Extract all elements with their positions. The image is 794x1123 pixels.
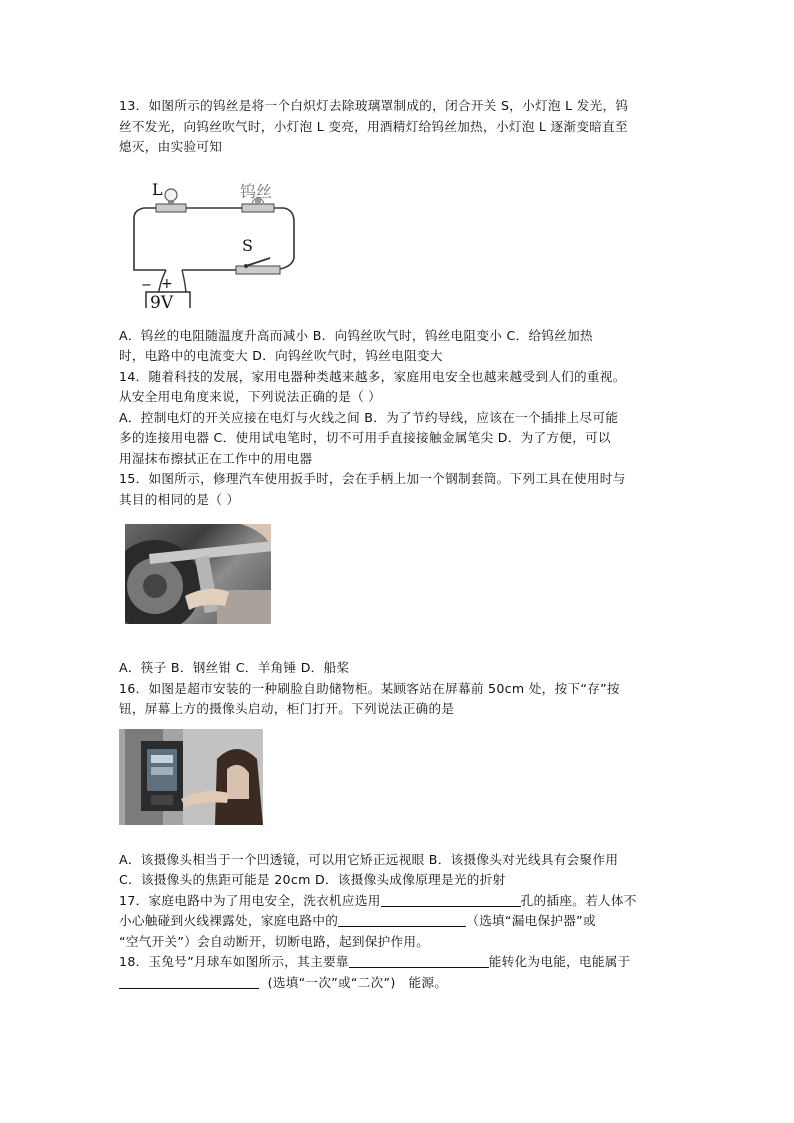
q15-options: A．筷子 B．钢丝钳 C．羊角锤 D．船桨 xyxy=(119,660,350,675)
q16-stem-line: 16．如图是超市安装的一种刷脸自助储物柜。某顾客站在屏幕前 50cm 处，按下“存”按 xyxy=(119,680,620,696)
q17-text: （选填“漏电保护器”或 xyxy=(466,913,596,928)
tungsten-wire-label: 钨丝 xyxy=(240,181,273,201)
answer-blank[interactable] xyxy=(119,975,259,989)
wrench-photo-svg xyxy=(125,524,271,624)
q13-options-line: A．钨丝的电阻随温度升高而减小 B．向钨丝吹气时，钨丝电阻变小 C．给钨丝加热 xyxy=(119,327,593,343)
q18-text: 能转化为电能，电能属于 xyxy=(488,954,631,969)
locker-photo-figure xyxy=(119,720,679,850)
switch-label: S xyxy=(242,235,253,255)
q14-stem-line: 14．随着科技的发展，家用电器种类越来越多，家庭用电安全也越来越受到人们的重视。 xyxy=(119,368,626,384)
q18-text: (选填“一次”或“二次”) 能源。 xyxy=(259,974,448,990)
q14-stem-line: 从安全用电角度来说，下列说法正确的是（ ） xyxy=(119,389,382,404)
q14-options-line: 用湿抹布擦拭正在工作中的用电器 xyxy=(119,450,313,466)
answer-blank[interactable] xyxy=(338,913,466,927)
q15-stem-line: 15．如图所示，修理汽车使用扳手时，会在手柄上加一个钢制套筒。下列工具在使用时与 xyxy=(119,471,626,486)
question-13 xyxy=(119,96,679,367)
question-17 xyxy=(119,891,679,953)
q14-options-line: A．控制电灯的开关应接在电灯与火线之间 B．为了节约导线，应该在一个插排上尽可能 xyxy=(119,409,619,425)
q18-text: 18．玉兔号”月球车如图所示，其主要靠 xyxy=(119,954,349,969)
battery-plus-label: + xyxy=(161,275,173,292)
q13-stem-line: 丝不发光，向钨丝吹气时，小灯泡 L 变亮，用酒精灯给钨丝加热，小灯泡 L 逐渐变暗直至 xyxy=(119,118,628,134)
q16-options-line: A．该摄像头相当于一个凹透镜，可以用它矫正远视眼 B．该摄像头对光线具有会聚作用 xyxy=(119,851,619,867)
q15-stem-line: 其目的相同的是（ ） xyxy=(119,491,240,507)
q17-line xyxy=(119,891,679,912)
battery-minus-label: − xyxy=(141,277,152,293)
q13-stem-line: 熄灭，由实验可知 xyxy=(119,139,223,154)
locker-photo-svg xyxy=(119,729,263,825)
locker-photo xyxy=(119,729,263,825)
lamp-label: L xyxy=(152,179,163,199)
q18-line xyxy=(119,973,679,994)
question-14 xyxy=(119,367,679,470)
q18-line xyxy=(119,952,679,973)
q17-line xyxy=(119,911,679,932)
battery-voltage-label: 9V xyxy=(150,292,174,313)
q17-text: 孔的插座。若人体不 xyxy=(520,892,637,908)
q17-text: 小心触碰到火线裸露处，家庭电路中的 xyxy=(119,913,339,928)
question-15 xyxy=(119,469,679,679)
circuit-diagram xyxy=(119,158,679,326)
switch-icon xyxy=(236,258,280,274)
answer-blank[interactable] xyxy=(381,893,521,907)
q14-options-line: 多的连接用电器 C．使用试电笔时，切不可用手直接接触金属笔尖 D．为了方便，可以 xyxy=(119,430,611,445)
q17-line: “空气开关”）会自动断开，切断电路，起到保护作用。 xyxy=(119,933,430,949)
question-18 xyxy=(119,952,679,993)
q16-options-line: C．该摄像头的焦距可能是 20cm D．该摄像头成像原理是光的折射 xyxy=(119,872,506,887)
wrench-photo-figure xyxy=(119,510,679,658)
question-16 xyxy=(119,679,679,891)
q13-options-line: 时，电路中的电流变大 D．向钨丝吹气时，钨丝电阻变大 xyxy=(119,348,443,363)
wrench-photo xyxy=(125,524,271,624)
worksheet-page xyxy=(119,96,679,993)
q17-text: 17．家庭电路中为了用电安全，洗衣机应选用 xyxy=(119,892,381,908)
q16-stem-line: 钮，屏幕上方的摄像头启动，柜门打开。下列说法正确的是 xyxy=(119,701,455,716)
answer-blank[interactable] xyxy=(349,954,489,968)
q13-stem-line: 13．如图所示的钨丝是将一个白炽灯去除玻璃罩制成的，闭合开关 S，小灯泡 L 发光，钨 xyxy=(119,98,629,113)
